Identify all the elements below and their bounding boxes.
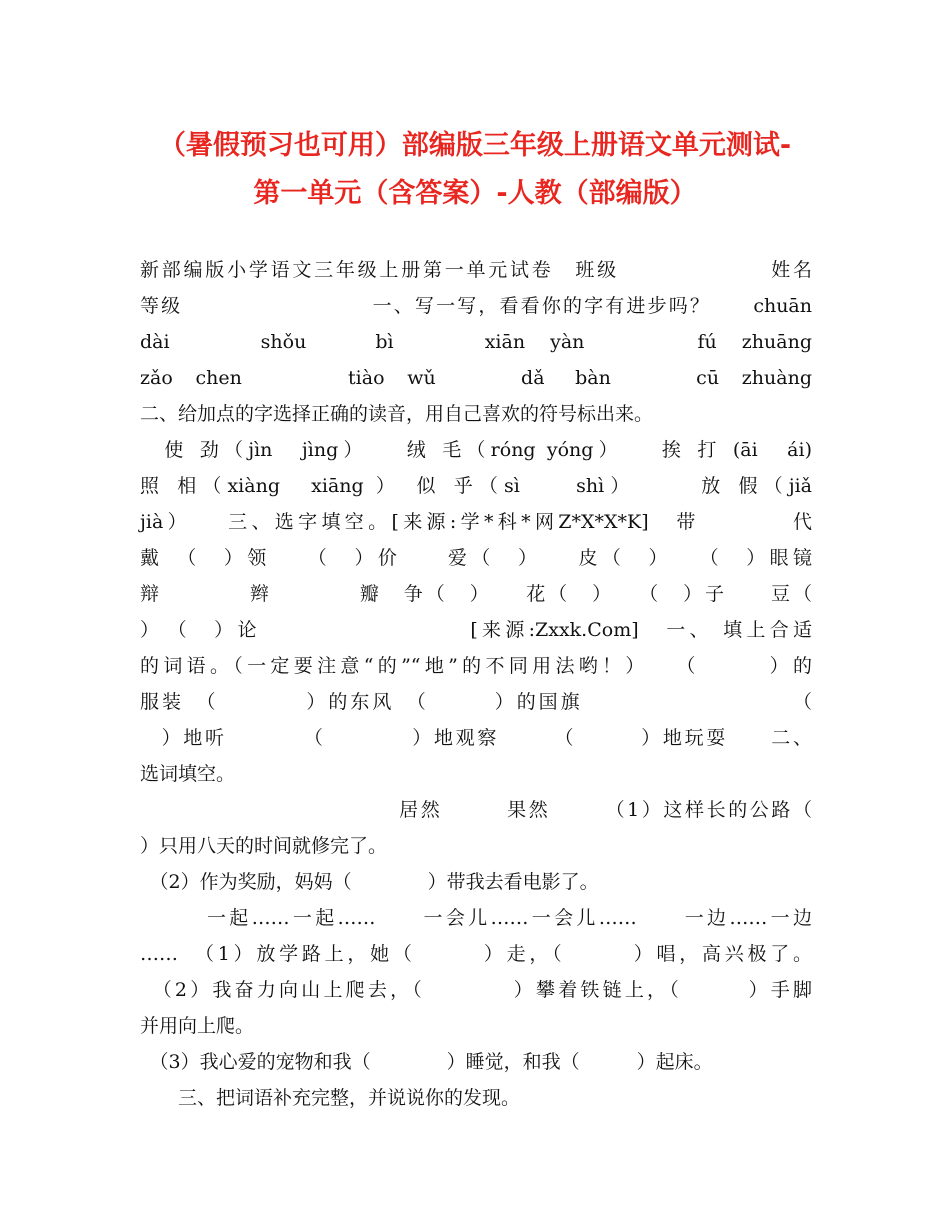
select-char-heading-line: jià） 三、选字填空。[来源:学*科*网Z*X*X*K] 带 代: [140, 511, 812, 533]
choose-word-q2-2: （2）我奋力向山上爬去，（ ）攀着铁链上，（ ）手脚: [140, 979, 812, 1001]
choose-word-q2-3: （3）我心爱的宠物和我（ ）睡觉，和我（ ）起床。: [140, 1051, 713, 1073]
reading-choice-row-2: 照 相（xiàng xiāng ） 似 乎（sì shì） 放 假（jiǎ: [140, 475, 812, 497]
section-write-line: 等级 一、写一写，看看你的字有进步吗？ chuān: [140, 295, 812, 317]
select-char-row-1: 戴 （ ）领 （ ）价 爱（ ） 皮（ ） （ ）眼镜: [140, 547, 812, 569]
choose-word-heading: 选词填空。: [140, 763, 236, 785]
choose-word-options-2: 一起……一起…… 一会儿……一会儿…… 一边……一边: [140, 907, 812, 929]
section-reading-heading: 二、给加点的字选择正确的读音，用自己喜欢的符号标出来。: [140, 403, 654, 425]
choose-word-q2: （2）作为奖励，妈妈（ ）带我去看电影了。: [140, 871, 599, 893]
choose-word-q1-cont: ）只用八天的时间就修完了。: [140, 835, 388, 857]
fill-words-row-2: ）地听 （ ）地观察 （ ）地玩耍 二、: [140, 727, 812, 749]
complete-words-heading: 三、把词语补充完整，并说说你的发现。: [140, 1087, 521, 1109]
reading-choice-row-1: 使 劲（jìn jìng） 绒 毛（róng yóng） 挨 打 (āi ái): [140, 439, 812, 461]
choose-word-q2-2-cont: 并用向上爬。: [140, 1015, 255, 1037]
select-char-row-3: ） （ ）论 [来源:Zxxk.Com] 一、 填上合适: [140, 619, 812, 641]
document-title-line-2: 第一单元（含答案）-人教（部编版）: [253, 178, 697, 209]
exam-header-line: 新部编版小学语文三年级上册第一单元试卷 班级 姓名: [140, 259, 812, 281]
pinyin-row-1: dài shǒu bì xiān yàn fú zhuāng: [140, 331, 812, 353]
choose-word-q2-1: …… （1）放学路上，她（ ）走，（ ）唱，高兴极了。: [140, 943, 812, 965]
pinyin-row-2: zǎo chen tiào wǔ dǎ bàn cū zhuàng: [140, 367, 812, 389]
document-title-line-1: （暑假预习也可用）部编版三年级上册语文单元测试-: [158, 130, 792, 161]
fill-words-row-1: 服装 （ ）的东风 （ ）的国旗 （: [140, 691, 812, 713]
select-char-row-2: 辩 辫 瓣 争（ ） 花（ ） （ ）子 豆（: [140, 583, 812, 605]
fill-words-instruction: 的词语。（一定要注意“的”“地”的不同用法哟！） （ ）的: [140, 655, 812, 677]
choose-word-options-1: 居然 果然 （1）这样长的公路（: [140, 799, 812, 821]
